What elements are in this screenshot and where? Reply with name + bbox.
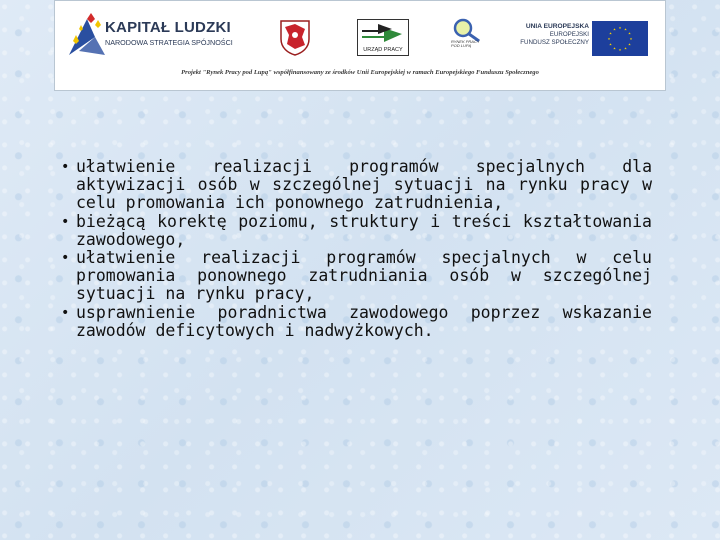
bullet-list xyxy=(59,158,652,340)
list-item xyxy=(59,304,652,340)
eu-star-icon: ★ xyxy=(613,27,616,33)
bullet-icon: • xyxy=(61,159,70,175)
list-item xyxy=(59,158,652,213)
kapital-ludzki-subtitle: NARODOWA STRATEGIA SPÓJNOŚCI xyxy=(105,38,233,47)
bullet-icon: • xyxy=(61,304,70,321)
project-note: Projekt "Rynek Pracy pod Lupą" współfinansowany ze środków Unii Europejskiej w ramach Europejskiego Funduszu Społecznego xyxy=(181,69,539,76)
eu-flag-icon xyxy=(592,21,648,56)
list-item xyxy=(59,249,652,304)
rynek-pracy-logo xyxy=(451,18,487,58)
list-item xyxy=(59,213,652,249)
eu-star-icon: ★ xyxy=(618,48,622,54)
eu-star-icon: ★ xyxy=(609,31,612,37)
bullet-icon: • xyxy=(61,213,70,230)
arrow-icon xyxy=(358,20,407,46)
eu-star-icon: ★ xyxy=(618,26,622,32)
eu-star-icon: ★ xyxy=(613,46,616,52)
eu-line-3: FUNDUSZ SPOŁECZNY xyxy=(520,39,589,46)
list-item-text: ułatwienie realizacji programów specjalnych dla aktywizacji osób w szczególnej sytuacji na rynku pracy w celu promowania ich ponownego zatrudnienia, xyxy=(76,157,652,213)
urzad-pracy-logo xyxy=(357,19,409,56)
eu-stars-icon xyxy=(592,21,648,56)
eu-star-icon: ★ xyxy=(628,31,631,37)
eu-star-icon: ★ xyxy=(628,42,631,48)
eu-star-icon: ★ xyxy=(607,37,611,43)
bullet-icon: • xyxy=(61,250,70,267)
rynek-pracy-label: RYNEK PRACY POD LUPĄ xyxy=(451,39,480,49)
eu-star-icon: ★ xyxy=(624,46,627,52)
eu-text xyxy=(501,23,589,47)
eu-star-icon: ★ xyxy=(629,37,633,43)
urzad-pracy-label: URZĄD PRACY xyxy=(363,47,403,53)
list-item-text: usprawnienie poradnictwa zawodowego poprzez wskazanie zawodów deficytowych i nadwyżkowych. xyxy=(76,302,652,340)
list-item-text: ułatwienie realizacji programów specjalnych w celu promowania ponownego zatrudniania osób w szczególnej sytuacji na rynku pracy, xyxy=(76,248,652,304)
kapital-ludzki-title: KAPITAŁ LUDZKI xyxy=(105,19,231,36)
header-banner xyxy=(54,0,666,91)
regional-crest-icon xyxy=(275,17,315,57)
eu-line-1: UNIA EUROPEJSKA xyxy=(525,23,589,30)
eu-line-2: EUROPEJSKI xyxy=(549,31,589,38)
eu-star-icon: ★ xyxy=(609,42,612,48)
list-item-text: bieżącą korektę poziomu, struktury i treści kształtowania zawodowego, xyxy=(76,211,652,249)
eu-star-icon: ★ xyxy=(624,27,627,33)
